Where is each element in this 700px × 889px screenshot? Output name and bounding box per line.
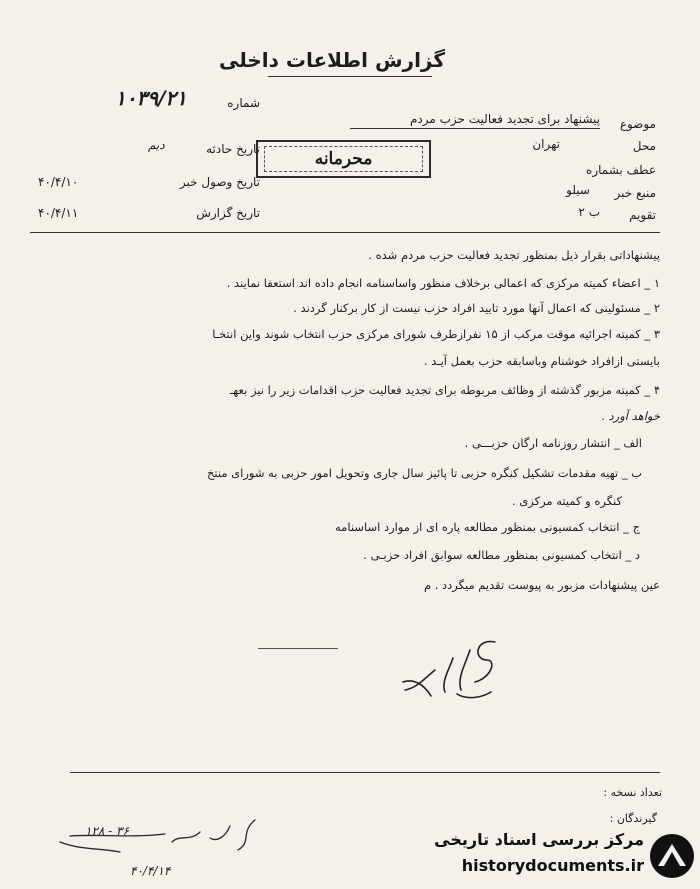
confidential-stamp — [256, 140, 431, 178]
body-item-4-cont: خواهد آورد . — [601, 409, 660, 423]
copies-label: تعداد نسخه : — [603, 786, 662, 799]
number-value: ۱۰۳۹/۲۱ — [115, 86, 187, 110]
footer-divider — [70, 772, 660, 773]
margin-note-date: ۴۰/۴/۱۴ — [130, 864, 171, 878]
header-divider — [30, 232, 660, 233]
source-value: سیلو — [566, 183, 590, 197]
event-date-value: دیم — [148, 138, 165, 152]
recipients-label: گیرندگان : — [609, 812, 657, 825]
subject-label: موضوع — [619, 117, 656, 131]
location-value: تهران — [532, 137, 560, 151]
subitem-alef: الف _ انتشار روزنامه ارگان حزبـــی . — [464, 436, 642, 450]
subject-value: پیشنهاد برای تجدید فعالیت حزب مردم — [409, 112, 600, 126]
evaluation-label: تقویم — [629, 208, 656, 222]
signature-dash — [258, 648, 338, 649]
source-label: منبع خبر — [614, 186, 656, 200]
receipt-date-label: تاریخ وصول خبر — [179, 175, 260, 189]
receipt-date-value: ۴۰/۴/۱۰ — [38, 175, 79, 189]
body-closing: عین پیشنهادات مزبور به پیوست تقدیم میگردد . م — [423, 578, 660, 592]
body-item-1: ۱ _ اعضاء کمیته مرکزی که اعمالی برخلاف منظور واساسنامه انجام داده اند استعفا نمایند . — [226, 276, 660, 290]
subitem-dal: د _ انتخاب کمسیونی بمنظور مطالعه سوابق افراد حزبـی . — [363, 548, 640, 562]
watermark-url: historydocuments.ir — [461, 856, 644, 875]
reference-label: عطف بشماره — [586, 163, 656, 177]
evaluation-value: ب ۲ — [578, 205, 600, 219]
location-label: محل — [632, 139, 656, 153]
body-item-2: ۲ _ مسئولینی که اعمال آنها مورد تایید افراد حزب نیست از کار برکنار گردند . — [293, 301, 660, 315]
archive-logo-icon — [648, 832, 696, 880]
body-item-4: ۴ _ کمیته مزبور گذشته از وظائف مربوطه برای تجدید فعالیت حزب اقدامات زیر را نیز بعهـ — [229, 383, 660, 397]
stamp-text: محرمانه — [264, 146, 423, 172]
subject-underline — [350, 128, 600, 129]
subitem-jim: ج _ انتخاب کمسیونی بمنظور مطالعه پاره ای از موارد اساسنامه — [335, 520, 640, 534]
event-date-label: تاریخ حادثه — [206, 142, 260, 156]
archive-watermark — [415, 824, 700, 889]
report-date-value: ۴۰/۴/۱۱ — [38, 206, 79, 220]
body-item-3: ۳ _ کمیته اجرائیه موقت مرکب از ۱۵ نفرازطرف شورای مرکزی حزب انتخاب شوند واین انتخـا — [212, 327, 660, 341]
signature-scribble — [395, 630, 505, 705]
title-underline — [268, 76, 432, 77]
subitem-be: ب _ تهیه مقدمات تشکیل کنگره حزبی تا پائیز سال جاری وتحویل امور حزبی به شورای منتخ — [206, 466, 642, 480]
report-date-label: تاریخ گزارش — [196, 206, 260, 220]
watermark-name: مرکز بررسی اسناد تاریخی — [434, 830, 644, 849]
report-title: گزارش اطلاعات داخلی — [218, 48, 445, 72]
body-item-3-cont: بایستی ازافراد خوشنام وباسابقه حزب بعمل آیـد . — [423, 354, 660, 368]
margin-note-number: ۱۲۸ - ۳۶ — [85, 824, 129, 838]
subitem-be-cont: کنگره و کمیته مرکزی . — [511, 494, 622, 508]
number-label: شماره — [227, 96, 260, 110]
body-intro: پیشنهاداتی بقرار ذیل بمنظور تجدید فعالیت حزب مردم شده . — [368, 248, 660, 262]
